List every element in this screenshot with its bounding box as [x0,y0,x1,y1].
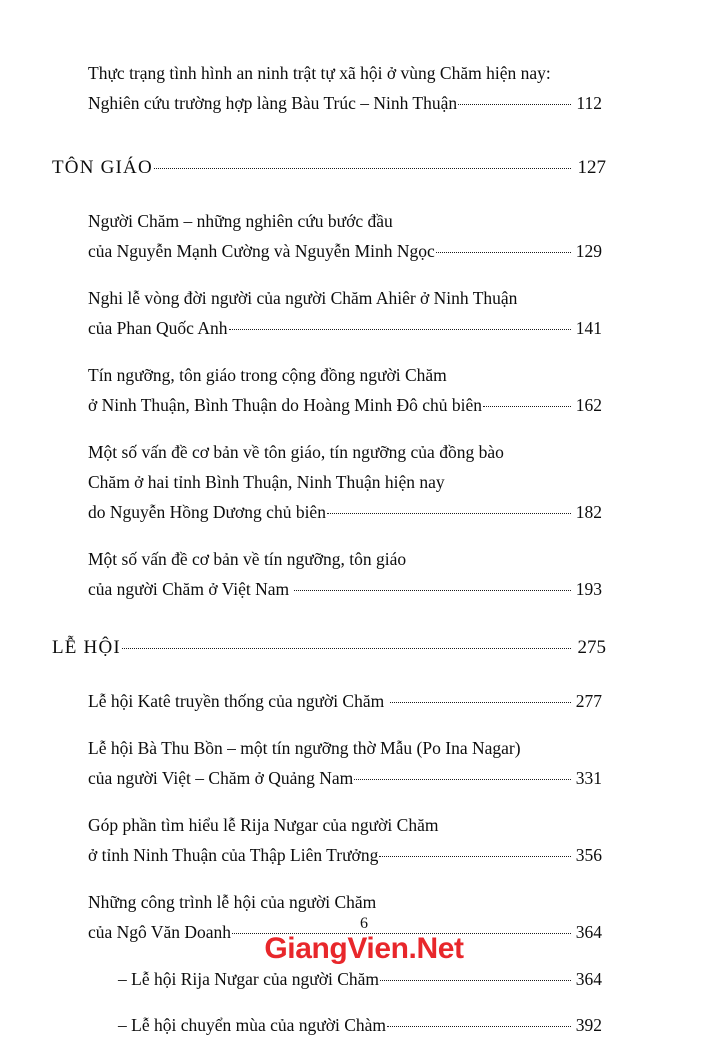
dot-leader [448,364,571,382]
dot-leader [377,891,571,909]
toc-line [88,390,602,420]
toc-line [88,58,570,88]
dot-leader [394,210,571,228]
toc-line-title: Nghiên cứu trường hợp làng Bàu Trúc – Ninh Thuận [88,93,458,113]
toc-page-number: 331 [575,768,602,788]
toc-line [88,283,570,313]
toc-line-title: TÔN GIÁO [52,157,153,178]
toc-page-number: 127 [577,157,606,178]
dot-leader [446,471,571,489]
toc-line-title: Nghi lễ vòng đời người của người Chăm Ahiêr ở Ninh Thuận [88,288,518,308]
toc-line [88,467,570,497]
dot-leader [122,634,571,653]
toc-line-title: Tín ngưỡng, tôn giáo trong cộng đồng người Chăm [88,365,447,385]
toc-line [88,574,602,604]
toc-line-title: của người Chăm ở Việt Nam [88,579,294,599]
toc-entry [0,283,728,343]
dot-leader [379,844,571,862]
dot-leader [380,968,571,986]
toc-line-title: của Ngô Văn Doanh [88,922,232,942]
toc-line [88,686,602,716]
dot-leader [407,548,571,566]
watermark-giangvien: GiangVien.Net [264,932,464,965]
toc-line-title: ở tỉnh Ninh Thuận của Thập Liên Trưởng [88,845,379,865]
toc-page-number: 129 [575,241,602,261]
toc-line-title: Người Chăm – những nghiên cứu bước đầu [88,211,393,231]
toc-page-number: 392 [575,1015,602,1035]
dot-leader [354,767,571,785]
toc-line [118,964,602,994]
toc-line-title: của Nguyễn Mạnh Cường và Nguyễn Minh Ngọc [88,241,435,261]
toc-line-title: Lễ hội Bà Thu Bồn – một tín ngưỡng thờ Mẫu (Po Ina Nagar) [88,738,521,758]
toc-page-number: 193 [575,579,602,599]
toc-line [88,733,570,763]
toc-section-heading [0,154,728,182]
toc-line-title: Thực trạng tình hình an ninh trật tự xã hội ở vùng Chăm hiện nay: [88,63,551,83]
dot-leader [552,62,571,80]
toc-page-number: 277 [575,691,602,711]
toc-line [88,236,602,266]
dot-leader [518,287,571,305]
toc-line-title: ở Ninh Thuận, Bình Thuận do Hoàng Minh Đô chủ biên [88,395,483,415]
toc-section-heading [0,634,728,662]
toc-line-title: Góp phần tìm hiểu lễ Rija Nưgar của người Chăm [88,815,439,835]
dot-leader [458,92,571,110]
toc-line-title: do Nguyễn Hồng Dương chủ biên [88,502,326,522]
dot-leader [390,690,571,708]
toc-line [88,810,570,840]
toc-line [88,544,570,574]
toc-line-title: của người Việt – Chăm ở Quảng Nam [88,768,354,788]
toc-page-number: 364 [575,922,602,942]
dot-leader [229,317,572,335]
dot-leader [505,441,571,459]
toc-page-number: 275 [577,637,606,658]
toc-entry [0,733,728,793]
toc-line [118,1010,602,1040]
toc-line [88,437,570,467]
toc-sub-entry [0,964,728,994]
toc-entry [0,437,728,527]
toc-line-title: Một số vấn đề cơ bản về tôn giáo, tín ngưỡng của đồng bào [88,442,504,462]
toc-line [88,497,602,527]
toc-line [88,887,570,917]
toc-line-title: Một số vấn đề cơ bản về tín ngưỡng, tôn giáo [88,549,407,569]
toc-line [52,154,606,182]
dot-leader [522,737,571,755]
toc-sub-entry [0,1010,728,1040]
dot-leader [483,394,571,412]
toc-page-number: 141 [575,318,602,338]
page-number: 6 [360,915,368,932]
toc-line-title: – Lễ hội Rija Nưgar của người Chăm [118,969,380,989]
toc-line-title: – Lễ hội chuyển mùa của người Chàm [118,1015,387,1035]
toc-line-title: Những công trình lễ hội của người Chăm [88,892,377,912]
toc-entry [0,810,728,870]
toc-line [88,313,602,343]
toc-page-number: 182 [575,502,602,522]
toc-page-number: 162 [575,395,602,415]
toc-line [88,206,570,236]
toc-line [88,360,570,390]
toc-page-number: 356 [575,845,602,865]
dot-leader [294,578,571,596]
dot-leader [439,814,571,832]
toc-entry [0,544,728,604]
toc-line-title: Chăm ở hai tỉnh Bình Thuận, Ninh Thuận hiện nay [88,472,445,492]
toc-entry [0,206,728,266]
dot-leader [387,1014,571,1032]
dot-leader [154,154,571,173]
toc-line-title: Lễ hội Katê truyền thống của người Chăm [88,691,389,711]
toc-line [88,840,602,870]
toc-page-number: 112 [576,93,602,113]
toc-page-number: 364 [575,969,602,989]
toc-entry [0,360,728,420]
toc-line [52,634,606,662]
toc-line-title: của Phan Quốc Anh [88,318,228,338]
toc-line [88,88,602,118]
toc-line [88,763,602,793]
toc-entry [0,686,728,716]
toc-line-title: LỄ HỘI [52,637,121,658]
dot-leader [436,240,571,258]
dot-leader [327,501,571,519]
toc-entry [0,58,728,118]
